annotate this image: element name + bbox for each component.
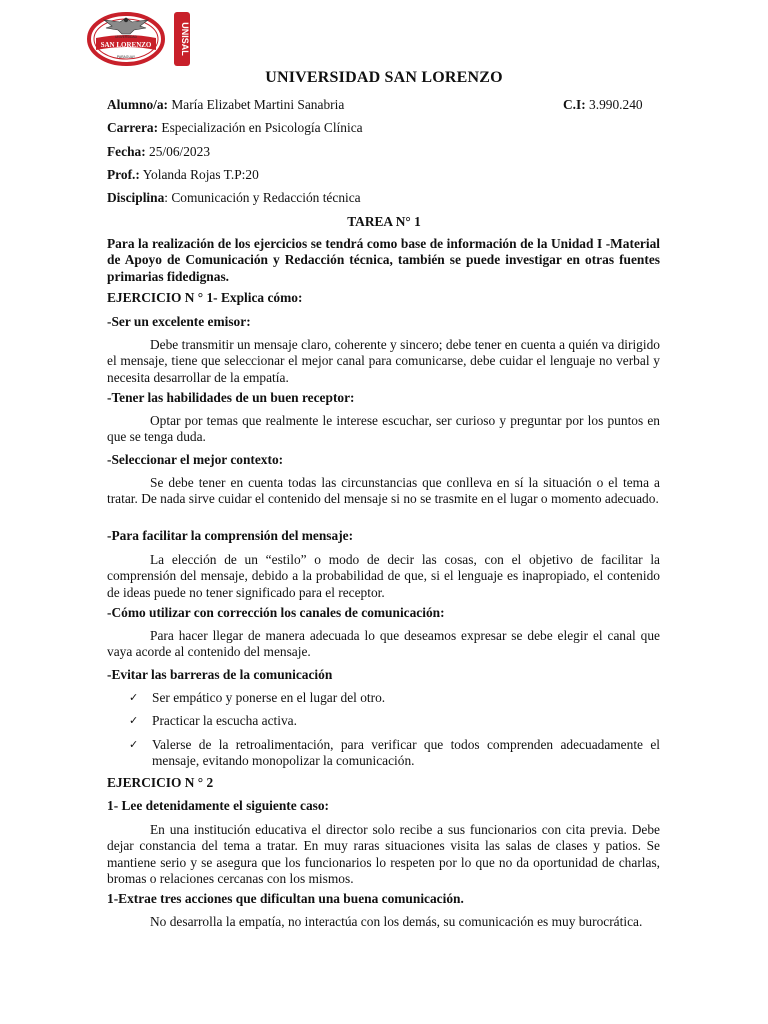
- carrera-value: Especialización en Psicología Clínica: [158, 120, 363, 135]
- intro-paragraph: Para la realización de los ejercicios se tendrá como base de información de la Unidad I -Material de Apoyo de Comunicación y Redacción técnica, también se puede investigar en otras fuentes primarias fidedignas.: [107, 236, 660, 284]
- ci-value: 3.990.240: [585, 97, 643, 112]
- document-title: UNIVERSIDAD SAN LORENZO: [265, 69, 503, 86]
- ejercicio2-sub2: 1-Extrae tres acciones que dificultan una buena comunicación.: [107, 891, 464, 906]
- section-text-comprension: La elección de un “estilo” o modo de decir las cosas, con el objetivo de facilitar la comprensión del mensaje, debido a la probabilidad de que, si el lenguaje es inapropiado, el contenido de ideas puede no tener significado para el receptor.: [107, 552, 660, 600]
- section-heading-emisor: -Ser un excelente emisor:: [107, 314, 251, 329]
- section-heading-contexto: -Seleccionar el mejor contexto:: [107, 452, 284, 467]
- section-heading-canales: -Cómo utilizar con corrección los canales de comunicación:: [107, 605, 445, 620]
- ejercicio2-sub1: 1- Lee detenidamente el siguiente caso:: [107, 798, 330, 813]
- list-item-text: Ser empático y ponerse en el lugar del otro.: [152, 690, 386, 705]
- answer-paragraph: No desarrolla la empatía, no interactúa con los demás, su comunicación es muy burocrática.: [150, 914, 643, 929]
- list-item-text: Practicar la escucha activa.: [152, 713, 297, 728]
- case-paragraph: En una institución educativa el director solo recibe a sus funcionarios con cita previa. Debe dejar constancia del tema a tratar. En muy raras situaciones visita las salas de clases y patios. Se mantiene serio y se asegura que los funcionarios lo respeten por lo que no da oportunidad de charlas, bromas o relaciones cercanas con los mismos.: [107, 822, 660, 886]
- section-heading-receptor: -Tener las habilidades de un buen receptor:: [107, 390, 355, 405]
- prof-value: Yolanda Rojas T.P:20: [139, 167, 259, 182]
- disciplina-label: Disciplina: [107, 190, 165, 205]
- checkmark-icon: ✓: [129, 692, 139, 704]
- logo-ribbon-bottom: PARAGUAY: [116, 55, 136, 59]
- disciplina-line: [107, 190, 361, 206]
- checkmark-icon: ✓: [129, 739, 139, 751]
- list-item: [129, 690, 660, 706]
- section-text-contexto: Se debe tener en cuenta todas las circunstancias que conlleva en sí la situación o el tema a tratar. De nada sirve cuidar el contenido del mensaje si no se trasmite en el lugar o momento adecuado.: [107, 475, 660, 507]
- logo-ribbon-main: SAN LORENZO: [100, 41, 152, 49]
- carrera-label: Carrera:: [107, 120, 159, 135]
- list-item-text: Valerse de la retroalimentación, para verificar que todos comprenden adecuadamente el mensaje, evitando monopolizar la comunicación.: [152, 737, 660, 769]
- fecha-value: 25/06/2023: [145, 144, 211, 159]
- alumno-value: María Elizabet Martini Sanabria: [168, 97, 345, 112]
- section-heading-barreras: -Evitar las barreras de la comunicación: [107, 667, 333, 682]
- ci-line: [563, 97, 643, 113]
- list-item: [129, 713, 660, 729]
- alumno-line: [107, 97, 344, 113]
- carrera-line: [107, 120, 363, 136]
- alumno-label: Alumno/a:: [107, 97, 169, 112]
- disciplina-value: : Comunicación y Redacción técnica: [164, 190, 361, 205]
- prof-label: Prof.:: [107, 167, 140, 182]
- prof-line: [107, 167, 259, 183]
- fecha-line: [107, 144, 210, 160]
- university-logo: [86, 8, 196, 70]
- ejercicio2-heading: EJERCICIO N ° 2: [107, 775, 214, 790]
- checkmark-icon: ✓: [129, 715, 139, 727]
- section-text-receptor: Optar por temas que realmente le interese escuchar, ser curioso y preguntar por los puntos en que se tenga duda.: [107, 413, 660, 445]
- section-text-canales: Para hacer llegar de manera adecuada lo que deseamos expresar se debe elegir el canal que vaya acorde al contenido del mensaje.: [107, 628, 660, 660]
- list-item: [129, 737, 660, 770]
- fecha-label: Fecha:: [107, 144, 146, 159]
- section-heading-comprension: -Para facilitar la comprensión del mensaje:: [107, 528, 354, 543]
- ci-label: C.I:: [563, 97, 586, 112]
- logo-vertical-text: UNISAL: [180, 22, 190, 56]
- ejercicio1-heading: EJERCICIO N ° 1- Explica cómo:: [107, 290, 303, 305]
- logo-ribbon-top: UNIVERSIDAD: [115, 35, 137, 39]
- tarea-heading: TAREA N° 1: [347, 214, 421, 229]
- section-text-emisor: Debe transmitir un mensaje claro, coherente y sincero; debe tener en cuenta a quién va dirigido el mensaje, tiene que seleccionar el mejor canal para comunicarse, debe cuidar el lenguaje no verbal y necesita desarrollar de la empatía.: [107, 337, 660, 385]
